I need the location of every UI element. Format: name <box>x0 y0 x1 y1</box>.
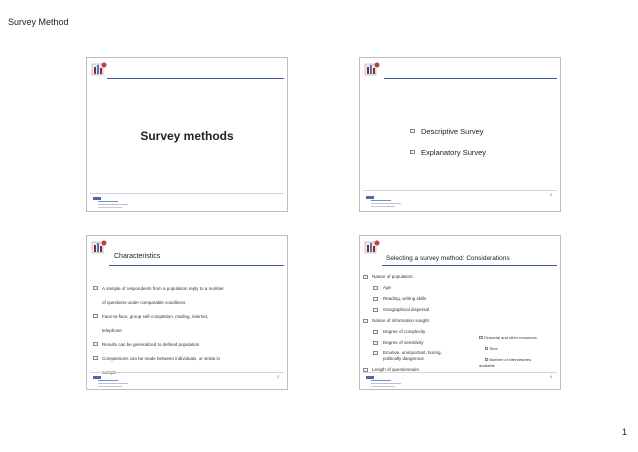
title-rule <box>382 265 557 266</box>
list-item: Nature of information sought <box>363 315 475 326</box>
title-rule <box>107 78 284 79</box>
list-subitem-text: Emotive, unimportant, boring, <box>383 350 442 355</box>
resources-list <box>479 335 559 368</box>
slide-number: 3 <box>277 375 279 379</box>
slide-number: 2 <box>550 193 552 197</box>
footer-rule <box>90 193 284 194</box>
slide-title: Survey methods <box>140 129 234 143</box>
slide-2 <box>359 57 561 212</box>
footer-logo <box>366 196 404 208</box>
footer-logo <box>366 376 404 388</box>
list-item: Nature of population: <box>363 271 475 282</box>
list-subitem: Degree of complexity <box>363 326 475 337</box>
list-subitem: Age <box>363 282 475 293</box>
list-item: Face-to-face, group self-completion, mailing, internet, <box>93 310 281 323</box>
list-item-continuation: of questions under comparable conditions <box>102 300 186 305</box>
title-rule <box>384 78 557 79</box>
university-logo-icon <box>364 61 381 76</box>
list-item: A sample of respondents from a population reply to a number <box>93 282 281 295</box>
list-subitem <box>363 348 475 364</box>
document-title: Survey Method <box>8 17 69 27</box>
list-item: Explanatory Survey <box>410 148 486 157</box>
list-item-continuation: telephone <box>102 328 122 333</box>
list-item: Results can be generalized to defined population <box>93 338 281 351</box>
list-subitem: Time <box>485 346 559 351</box>
slide-1 <box>86 57 288 212</box>
bullet-list <box>93 282 281 380</box>
list-subitem-text: politically dangerous <box>383 356 424 361</box>
footer-logo <box>93 197 131 209</box>
slide-3 <box>86 235 288 390</box>
slide-number: 4 <box>550 375 552 379</box>
footer-rule <box>90 372 284 373</box>
list-item: Length of questionnaire <box>363 364 475 375</box>
footer-rule <box>363 372 557 373</box>
list-subitem: Degree of sensitivity <box>363 337 475 348</box>
list-subitem: Geographical dispersal <box>363 304 475 315</box>
university-logo-icon <box>364 239 381 254</box>
university-logo-icon <box>91 239 108 254</box>
list-item: Financial and other resources <box>479 335 559 340</box>
list-subitem: Reading, writing skills <box>363 293 475 304</box>
list-item-continuation: available <box>479 363 495 368</box>
slide-heading: Characteristics <box>114 253 161 260</box>
footer-rule <box>363 190 557 191</box>
list-subitem: Number of interviewees <box>479 357 559 362</box>
list-item: Descriptive Survey <box>410 127 486 136</box>
title-rule <box>109 265 284 266</box>
slide-heading: Selecting a survey method: Considerations <box>386 255 510 262</box>
slide-4 <box>359 235 561 390</box>
footer-logo <box>93 376 131 388</box>
page-number: 1 <box>622 427 628 437</box>
list-item: Comparisons can be made between individuals, or strata in <box>93 352 281 365</box>
bullet-list <box>410 127 486 169</box>
university-logo-icon <box>91 61 108 76</box>
considerations-list <box>363 271 475 375</box>
